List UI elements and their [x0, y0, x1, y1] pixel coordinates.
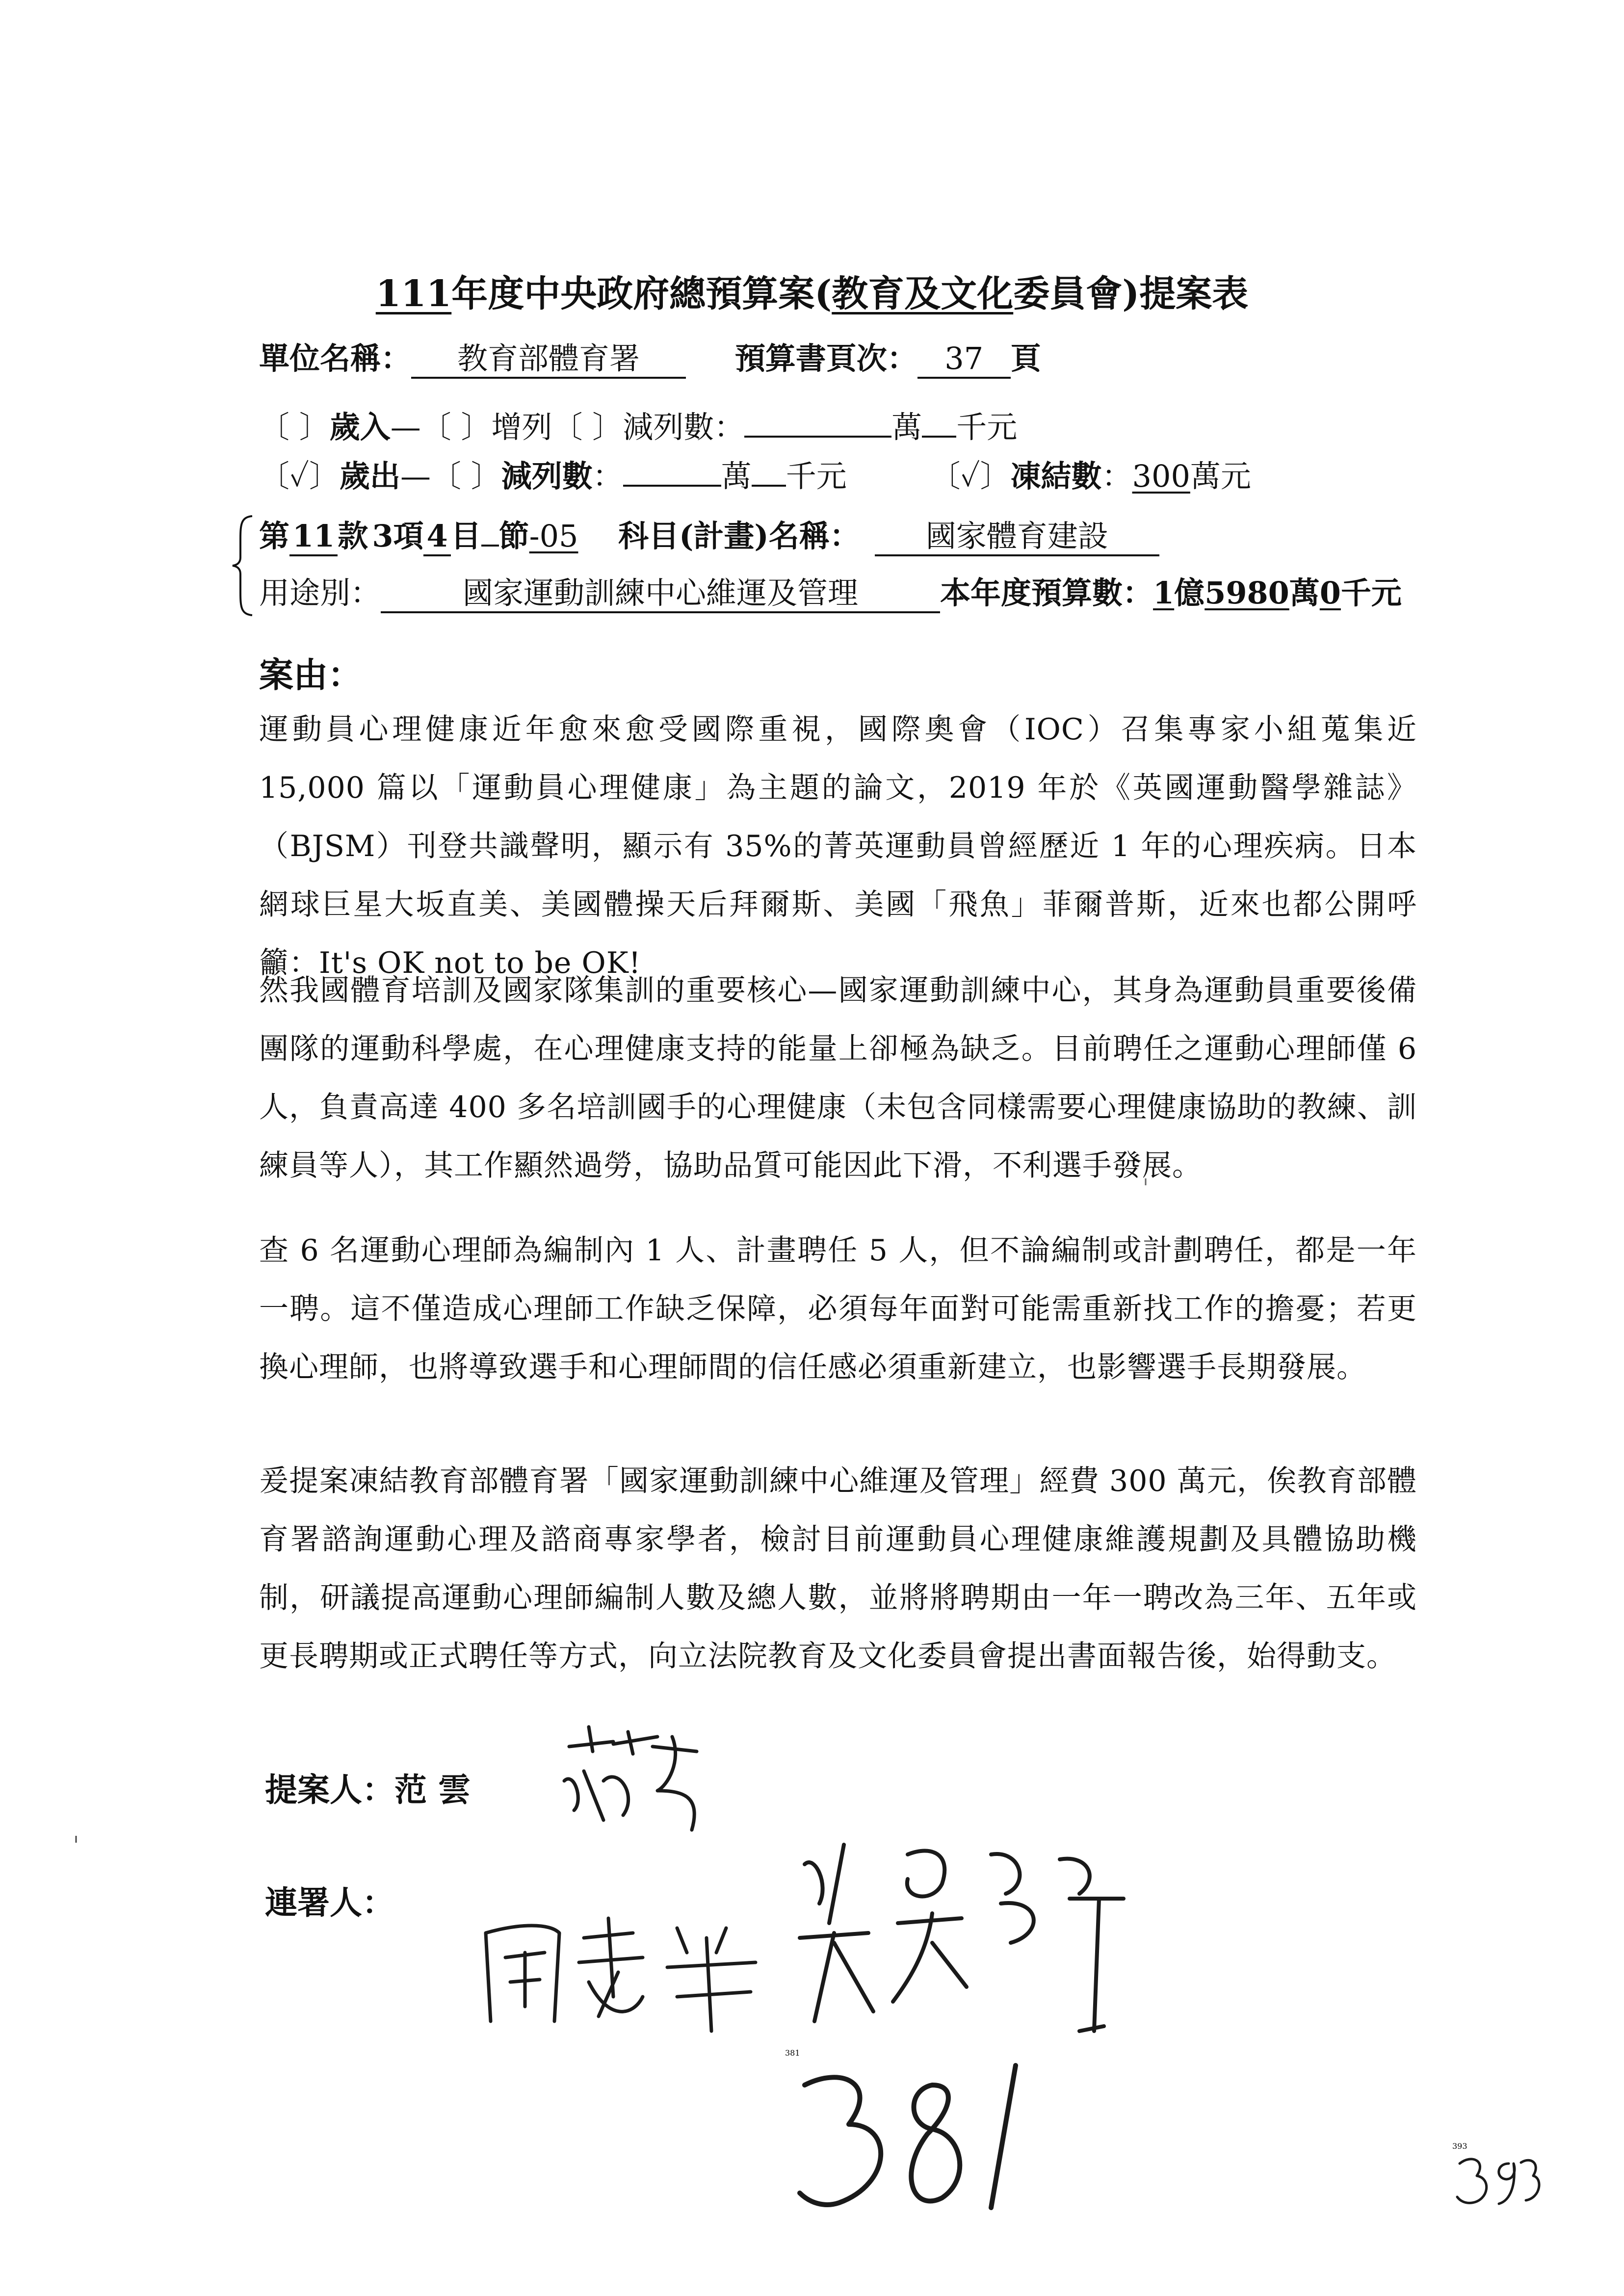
revenue-wan-blank	[744, 410, 891, 438]
subject-mu-label: 目	[450, 518, 481, 554]
reason-paragraph-2: 然我國體育培訓及國家隊集訓的重要核心—國家運動訓練中心，其身為運動員重要後備團隊的運動科學處，在心理健康支持的能量上卻極為缺乏。目前聘任之運動心理師僅 6 人，負責高達 400 多名培訓國手的心理健康（未包含同樣需要心理健康協助的教練、訓練員等人），其工作顯然過勞，協助品質可能因此下滑，不利選手發展。	[259, 973, 1417, 1183]
cosigners-label: 連署人：	[265, 1883, 394, 1922]
subject-xiang: 3	[372, 518, 393, 554]
unit-value: 教育部體育署	[411, 343, 686, 379]
budget-page-unit: 頁	[1010, 340, 1041, 376]
handwritten-page-number	[1452, 2141, 1541, 2213]
revenue-label: 歲入	[329, 409, 391, 445]
expense-cut-label: 減列數	[501, 458, 593, 494]
purpose-row	[259, 575, 1402, 613]
revenue-dash: —	[390, 409, 421, 445]
subject-row	[259, 519, 1159, 556]
proposer-signature	[554, 1717, 711, 1845]
scan-mark-left	[74, 1835, 79, 1845]
subject-jie-blank	[481, 519, 499, 547]
revenue-cut-label: 減列數：	[623, 409, 745, 445]
cosigner-signature-1	[471, 1899, 775, 2036]
freeze-value: 300	[1132, 458, 1190, 494]
form-title	[0, 265, 1624, 317]
cosigner-signature-2	[785, 1825, 1138, 2051]
expense-wan-blank	[623, 459, 721, 487]
reason-paragraph-1: 運動員心理健康近年愈來愈受國際重視，國際奧會（IOC）召集專家小組蒐集近 15,000 篇以「運動員心理健康」為主題的論文，2019 年於《英國運動醫學雜誌》（BJSM）刊登共識聲明，顯示有 35%的菁英運動員曾經歷近 1 年的心理疾病。日本網球巨星大坂直美、美國體操天后拜爾斯、美國「飛魚」菲爾普斯，近來也都公開呼籲：It's OK not to be OK!	[259, 712, 1417, 980]
annual-budget-qian-label: 千元	[1340, 575, 1402, 611]
subject-di: 第	[259, 518, 290, 554]
reason-paragraph-4: 爰提案凍結教育部體育署「國家運動訓練中心維運及管理」經費 300 萬元，俟教育部體育署諮詢運動心理及諮商專家學者，檢討目前運動員心理健康維護規劃及具體協助機制，研議提高運動心理師編制人數及總人數，並將將聘期由一年一聘改為三年、五年或更長聘期或正式聘任等方式，向立法院教育及文化委員會提出書面報告後，始得動支。	[259, 1464, 1417, 1673]
subject-name-value: 國家體育建設	[875, 521, 1159, 556]
expense-qian-blank	[752, 459, 786, 487]
annual-budget-yi: 1	[1153, 575, 1175, 611]
purpose-label: 用途別：	[259, 575, 381, 611]
handwritten-page-number-text: 393	[1452, 2141, 1467, 2151]
expense-cut-colon: ：	[592, 458, 623, 494]
handwritten-number-381	[785, 2048, 1040, 2222]
left-brace	[231, 514, 255, 617]
subject-kuan: 11	[289, 521, 338, 556]
title-year: 111	[375, 273, 452, 315]
subject-jie-label: 節	[498, 518, 529, 554]
title-committee: 教育及文化	[832, 273, 1014, 315]
subject-kuan-label: 款	[338, 518, 368, 554]
expense-cut-checkbox: 〔 〕	[431, 458, 501, 494]
title-mid: 年度中央政府總預算案(	[451, 273, 832, 315]
revenue-add-label: 增列	[491, 409, 552, 445]
revenue-checkbox: 〔 〕	[259, 409, 330, 445]
freeze-colon: ：	[1101, 458, 1132, 494]
revenue-add-checkbox: 〔 〕	[420, 409, 492, 445]
expense-dash: —	[400, 458, 431, 494]
unit-row	[259, 340, 1041, 379]
expense-row	[259, 459, 1251, 492]
annual-budget-label: 本年度預算數：	[940, 575, 1153, 611]
budget-page-value: 37	[917, 343, 1011, 379]
annual-budget-yi-label: 億	[1174, 575, 1205, 611]
expense-wan-label: 萬	[721, 458, 752, 494]
subject-code: -05	[529, 518, 578, 554]
expense-qian-label: 千元	[786, 458, 847, 494]
annual-budget-qian: 0	[1319, 575, 1341, 611]
proposer-line	[265, 1764, 471, 1810]
revenue-row	[259, 410, 1017, 443]
unit-label: 單位名稱：	[259, 340, 412, 376]
annual-budget-wan: 5980	[1205, 575, 1289, 611]
reason-heading: 案由：	[259, 654, 362, 695]
scan-mark-right	[1143, 1177, 1148, 1187]
proposer-label: 提案人：	[265, 1771, 394, 1809]
revenue-wan-label: 萬	[891, 409, 922, 445]
revenue-qian-label: 千元	[956, 409, 1018, 445]
purpose-value: 國家運動訓練中心維運及管理	[381, 578, 940, 613]
freeze-checkbox: 〔✓〕	[930, 458, 1011, 494]
reason-paragraph-3: 查 6 名運動心理師為編制內 1 人、計畫聘任 5 人，但不論編制或計劃聘任，都是一年一聘。這不僅造成心理師工作缺乏保障，必須每年面對可能需重新找工作的擔憂；若更換心理師，也將導致選手和心理師間的信任感必須重新建立，也影響選手長期發展。	[259, 1233, 1417, 1384]
budget-page-label: 預算書頁次：	[734, 340, 917, 376]
revenue-cut-checkbox: 〔 〕	[552, 409, 623, 445]
freeze-unit: 萬元	[1190, 458, 1251, 494]
freeze-label: 凍結數	[1010, 458, 1102, 494]
proposer-name: 范 雲	[394, 1771, 471, 1809]
subject-mu: 4	[423, 521, 450, 556]
handwritten-number-text: 381	[785, 2048, 800, 2058]
title-end: 委員會)提案表	[1013, 273, 1249, 315]
revenue-qian-blank	[922, 410, 956, 438]
expense-checkbox: 〔✓〕	[259, 458, 340, 494]
subject-xiang-label: 項	[393, 518, 424, 554]
expense-label: 歲出	[340, 458, 401, 494]
annual-budget-wan-label: 萬	[1289, 575, 1320, 611]
subject-name-label: 科目(計畫)名稱：	[618, 518, 860, 554]
